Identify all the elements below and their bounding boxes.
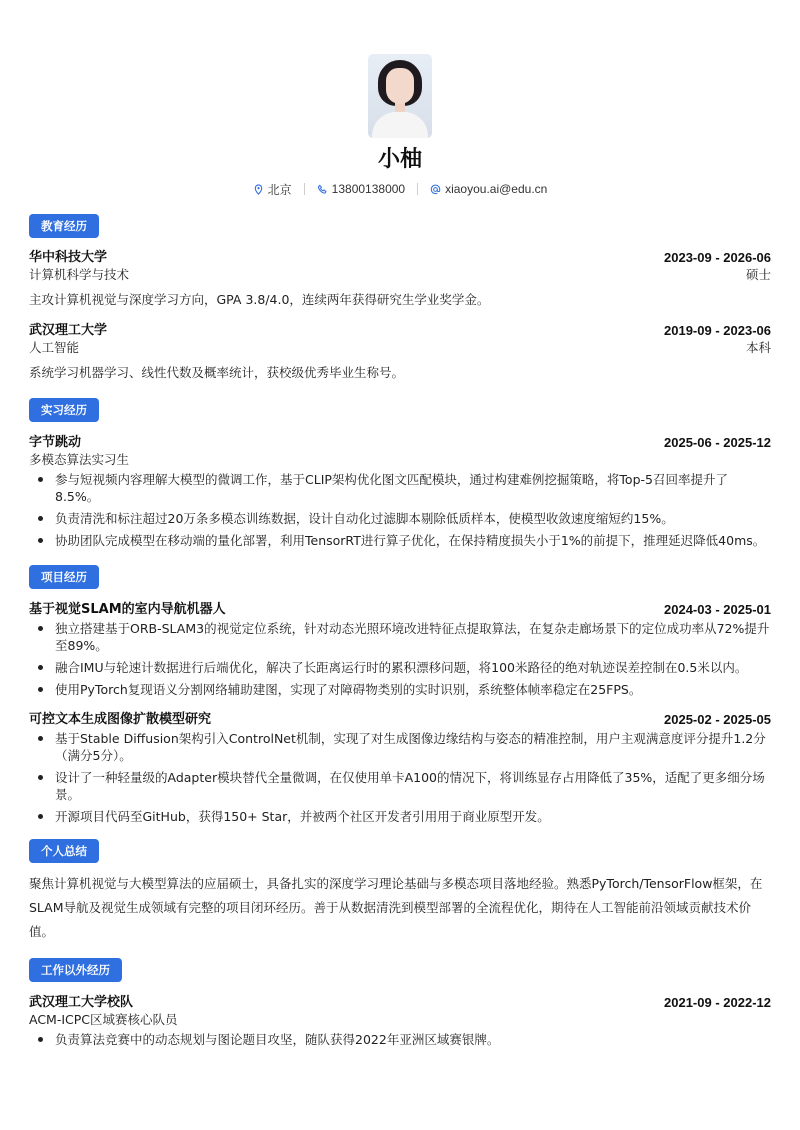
degree: 硕士 (745, 267, 771, 282)
extra-role: ACM-ICPC区域赛核心队员 (29, 1012, 178, 1027)
section-title-internship: 实习经历 (29, 398, 99, 422)
at-sign-icon (430, 184, 441, 195)
list-item: 设计了一种轻量级的Adapter模块替代全量微调，在仅使用单卡A100的情况下，将训练显存占用降低了35%，适配了更多细分场景。 (29, 769, 771, 803)
extra-bullets (29, 1031, 771, 1048)
school-name: 华中科技大学 (29, 250, 108, 265)
date-range: 2021-09 - 2022-12 (664, 995, 771, 1010)
summary-section (29, 839, 771, 944)
project-bullets (29, 730, 771, 825)
internship-entry (29, 431, 771, 549)
date-range: 2025-02 - 2025-05 (664, 712, 771, 727)
major: 人工智能 (29, 340, 80, 355)
project-name: 基于视觉SLAM的室内导航机器人 (29, 602, 226, 617)
job-role: 多模态算法实习生 (29, 452, 130, 467)
org-name: 武汉理工大学校队 (29, 995, 134, 1010)
list-item: 融合IMU与轮速计数据进行后端优化，解决了长距离运行时的累积漂移问题，将100米路径的绝对轨迹误差控制在0.5米以内。 (29, 659, 771, 676)
list-item: 基于Stable Diffusion架构引入ControlNet机制，实现了对生成图像边缘结构与姿态的精准控制，用户主观满意度评分提升1.2分（满分5分）。 (29, 730, 771, 764)
location-pin-icon (253, 184, 264, 195)
internship-bullets (29, 471, 771, 549)
phone-item (317, 182, 405, 196)
company-name: 字节跳动 (29, 435, 82, 450)
list-item: 协助团队完成模型在移动端的量化部署，利用TensorRT进行算子优化，在保持精度损失小于1%的前提下，推理延迟降低40ms。 (29, 532, 771, 549)
candidate-name: 小柚 (377, 147, 422, 172)
location-item (253, 181, 292, 198)
phone-text: 13800138000 (331, 182, 406, 196)
avatar (368, 54, 432, 138)
list-item: 独立搭建基于ORB-SLAM3的视觉定位系统，针对动态光照环境改进特征点提取算法，在复杂走廊场景下的定位成功率从72%提升至89%。 (29, 620, 771, 654)
date-range: 2024-03 - 2025-01 (664, 602, 771, 617)
phone-icon (317, 184, 328, 195)
list-item: 负责算法竞赛中的动态规划与图论题目攻坚，随队获得2022年亚洲区域赛银牌。 (29, 1031, 771, 1048)
list-item: 参与短视频内容理解大模型的微调工作，基于CLIP架构优化图文匹配模块，通过构建难例挖掘策略，将Top-5召回率提升了8.5%。 (29, 471, 771, 505)
extra-entry (29, 991, 771, 1048)
list-item: 开源项目代码至GitHub，获得150+ Star，并被两个社区开发者引用用于商业原型开发。 (29, 808, 771, 825)
date-range: 2025-06 - 2025-12 (664, 435, 771, 450)
section-title-education: 教育经历 (29, 214, 99, 238)
major: 计算机科学与技术 (29, 267, 130, 282)
education-description: 系统学习机器学习、线性代数及概率统计，获校级优秀毕业生称号。 (29, 365, 405, 380)
internship-section (29, 398, 771, 549)
email-text[interactable]: xiaoyou.ai@edu.cn (445, 182, 548, 196)
location-text: 北京 (267, 182, 292, 197)
section-title-summary: 个人总结 (29, 839, 99, 863)
section-title-projects: 项目经历 (29, 565, 99, 589)
section-title-extra: 工作以外经历 (29, 958, 122, 982)
project-entry (29, 598, 771, 698)
contact-info (29, 181, 771, 197)
summary-text: 聚焦计算机视觉与大模型算法的应届硕士，具备扎实的深度学习理论基础与多模态项目落地经验。熟悉PyTorch/TensorFlow框架，在SLAM导航及视觉生成领域有完整的项目闭环经历。善于从数据清洗到模型部署的全流程优化，期待在人工智能前沿领域贡献技术价值。 (29, 876, 763, 939)
degree: 本科 (745, 340, 771, 355)
extra-section (29, 958, 771, 1048)
date-range: 2019-09 - 2023-06 (664, 323, 771, 338)
education-section (29, 214, 771, 382)
school-name: 武汉理工大学 (29, 323, 108, 338)
education-entry (29, 246, 771, 309)
date-range: 2023-09 - 2026-06 (664, 250, 771, 265)
resume-header (29, 0, 771, 197)
project-bullets (29, 620, 771, 698)
projects-section (29, 565, 771, 825)
education-entry (29, 319, 771, 382)
email-item[interactable] (430, 182, 547, 196)
education-description: 主攻计算机视觉与深度学习方向，GPA 3.8/4.0，连续两年获得研究生学业奖学金。 (29, 292, 490, 307)
project-name: 可控文本生成图像扩散模型研究 (29, 712, 212, 727)
list-item: 使用PyTorch复现语义分割网络辅助建图，实现了对障碍物类别的实时识别，系统整体帧率稳定在25FPS。 (29, 681, 771, 698)
project-entry (29, 708, 771, 825)
list-item: 负责清洗和标注超过20万条多模态训练数据，设计自动化过滤脚本剔除低质样本，使模型收敛速度缩短约15%。 (29, 510, 771, 527)
